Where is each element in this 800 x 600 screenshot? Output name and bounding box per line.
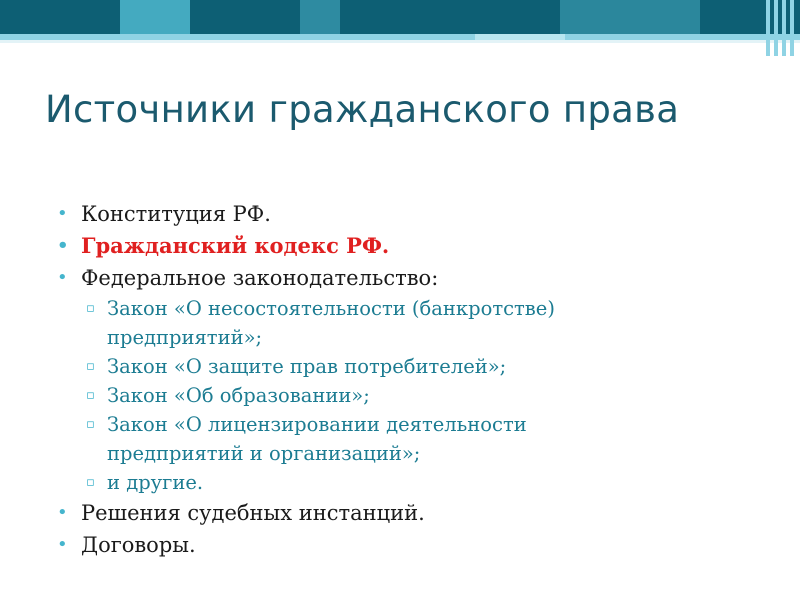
sub-bullet-item — [55, 468, 755, 497]
bullet-dot-icon: • — [57, 502, 68, 523]
bullet-text: Федеральное законодательство: — [81, 266, 439, 290]
bullet-dot-icon: • — [57, 534, 68, 555]
sub-bullet-text: Закон «О несостоятельности (банкротстве) — [107, 297, 555, 320]
sub-bullet-square-icon: ▫ — [86, 301, 95, 316]
sub-bullet-square-icon: ▫ — [86, 417, 95, 432]
banner-stripe — [300, 0, 340, 34]
sub-bullet-square-icon: ▫ — [86, 359, 95, 374]
sub-bullet-text: Закон «О защите прав потребителей»; — [107, 355, 507, 378]
sub-bullet-text-continued: предприятий»; — [107, 326, 263, 349]
bullet-text: Договоры. — [81, 533, 196, 557]
header-banner-shadow — [0, 40, 800, 43]
banner-accent-block — [475, 34, 565, 40]
sub-bullet-text: Закон «Об образовании»; — [107, 384, 370, 407]
bullet-dot-icon: • — [57, 235, 69, 256]
slide-title: Источники гражданского права — [45, 88, 680, 131]
sub-bullet-text-continued: предприятий и организаций»; — [107, 442, 421, 465]
banner-right-decoration — [764, 0, 800, 56]
sub-bullet-text: и другие. — [107, 471, 204, 494]
bullet-text: Конституция РФ. — [81, 202, 271, 226]
sub-bullet-item — [55, 381, 755, 410]
bullet-item — [55, 497, 755, 529]
sub-bullet-item — [55, 294, 755, 352]
bullet-dot-icon: • — [57, 267, 68, 288]
bullet-text: Гражданский кодекс РФ. — [81, 233, 390, 258]
bullet-dot-icon: • — [57, 203, 68, 224]
sub-bullet-item — [55, 410, 755, 468]
sub-bullet-square-icon: ▫ — [86, 475, 95, 490]
slide-content — [55, 198, 755, 561]
sub-bullet-square-icon: ▫ — [86, 388, 95, 403]
banner-stripe — [120, 0, 190, 34]
sub-bullet-item — [55, 352, 755, 381]
bullet-item — [55, 198, 755, 230]
bullet-text: Решения судебных инстанций. — [81, 501, 425, 525]
banner-stripe — [560, 0, 700, 34]
bullet-item — [55, 529, 755, 561]
bullet-item-highlighted — [55, 230, 755, 262]
sub-bullet-text: Закон «О лицензировании деятельности — [107, 413, 527, 436]
bullet-item — [55, 262, 755, 294]
